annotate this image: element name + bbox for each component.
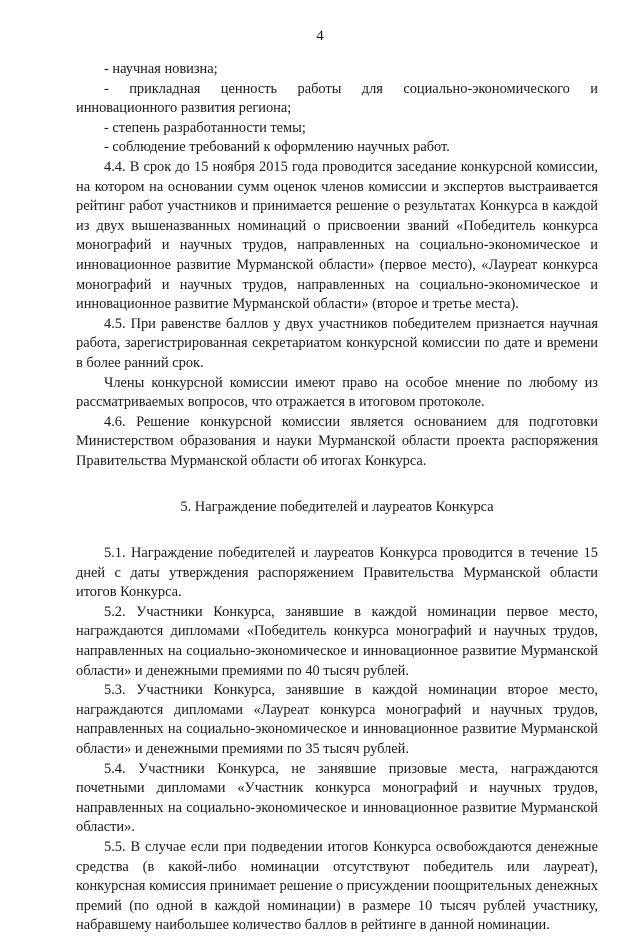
paragraph-5-5: 5.5. В случае если при подведении итогов Конкурса освобождаются денежные средства (в какой-либо номинации отсутствуют победитель или лауреат), конкурсная комиссия принимает решение о присуждении поощрительных денежных премий (по одной в каждой номинации) в размере 10 тысяч рублей участнику, набравшему наибольшее количество баллов в рейтинге в данной номинации. [76, 838, 598, 934]
paragraph-5-3: 5.3. Участники Конкурса, занявшие в каждой номинации второе место, награждаются дипломами «Лауреат конкурса монографий и научных трудов, направленных на социально-экономическое и инновационное развитие Мурманской области» и денежными премиями по 35 тысяч рублей. [76, 682, 598, 757]
paragraph-5-4: 5.4. Участники Конкурса, не занявшие призовые места, награждаются почетными дипломами «Участник конкурса монографий и научных трудов, направленных на социально-экономическое и инновационное развитие Мурманской области». [76, 760, 598, 836]
paragraph-4-6: 4.6. Решение конкурсной комиссии является основанием для подготовки Министерством образования и науки Мурманской области проекта распоряжения Правительства Мурманской области об итогах Конкурса. [76, 413, 598, 469]
document-body [76, 60, 598, 936]
list-item: - прикладная ценность работы для социально-экономического и инновационного развития региона; [76, 80, 598, 117]
paragraph-4-5: 4.5. При равенстве баллов у двух участников победителем признается научная работа, зарегистрированная секретариатом конкурсной комиссии по дате и времени в более ранний срок. [76, 315, 598, 371]
criteria-list [76, 60, 598, 158]
list-item: - степень разработанности темы; [104, 119, 306, 136]
section-5-heading: 5. Награждение победителей и лауреатов Конкурса [180, 499, 494, 516]
paragraph-5-1: 5.1. Награждение победителей и лауреатов Конкурса проводится в течение 15 дней с даты утверждения распоряжением Правительства Мурманской области итогов Конкурса. [76, 545, 598, 601]
paragraph-commission-opinion: Члены конкурсной комиссии имеют право на особое мнение по любому из рассматриваемых вопросов, что отражается в итоговом протоколе. [76, 374, 598, 411]
page-number: 4 [316, 28, 324, 44]
list-item: - научная новизна; [104, 61, 218, 77]
paragraph-5-2: 5.2. Участники Конкурса, занявшие в каждой номинации первое место, награждаются дипломами «Победитель конкурса монографий и научных трудов, направленных на социально-экономическое и инновационное развитие Мурманской области» и денежными премиями по 40 тысяч рублей. [76, 603, 598, 679]
list-item: - соблюдение требований к оформлению научных работ. [104, 139, 450, 156]
paragraph-4-4: 4.4. В срок до 15 ноября 2015 года проводится заседание конкурсной комиссии, на котором на основании сумм оценок членов комиссии и экспертов выстраивается рейтинг работ участников и принимается решение о результатах Конкурса в каждой из двух вышеназванных номинаций о присвоении званий «Победитель конкурса монографий и научных трудов, направленных на социально-экономическое и инновационное развитие Мурманской области» (первое место), «Лауреат конкурса монографий и научных трудов, направленных на социально-экономическое и инновационное развитие Мурманской области» (второе и третье места). [76, 158, 598, 313]
